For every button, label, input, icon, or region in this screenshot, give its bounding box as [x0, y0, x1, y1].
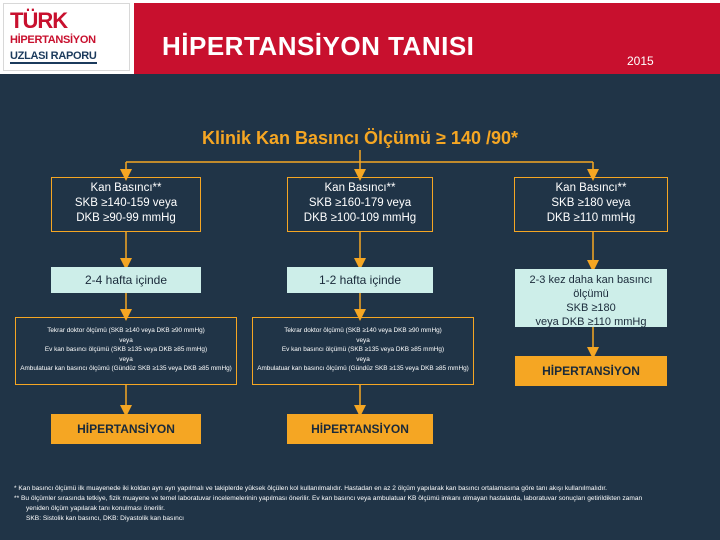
- measurement-line: veya: [356, 355, 370, 363]
- criteria-box-1: [51, 177, 201, 232]
- footnote: ** Bu ölçümler sırasında tetkiye, fizik muayene ve temel laboratuvar incelemelerinin yapılması önerilir. Ev kan basıncı veya ambulatuar KB ölçümü imkanı olmayan hastalarda, laboratuvar sonuçları getirildikten zaman: [14, 495, 643, 502]
- timeframe-line: veya DKB ≥110 mmHg: [535, 316, 647, 328]
- year-label: 2015: [627, 54, 654, 68]
- measurement-line: Ambulatuar kan basıncı ölçümü (Gündüz SKB ≥135 veya DKB ≥85 mmHg): [257, 365, 469, 372]
- measurement-line: Ev kan basıncı ölçümü (SKB ≥135 veya DKB ≥85 mmHg): [281, 346, 445, 353]
- criteria-box-2: [287, 177, 433, 232]
- timeframe-line: 2-3 kez daha kan basıncı ölçümü: [529, 274, 653, 300]
- main-question: Klinik Kan Basıncı Ölçümü ≥ 140 /90*: [202, 128, 518, 148]
- measurement-line: Ev kan basıncı ölçümü (SKB ≥135 veya DKB ≥85 mmHg): [44, 346, 208, 353]
- criteria-line: DKB ≥90-99 mmHg: [76, 212, 176, 224]
- criteria-line: SKB ≥140-159 veya: [74, 197, 178, 209]
- timeframe-box-2: 1-2 hafta içinde: [287, 267, 433, 293]
- result-box-2: HİPERTANSİYON: [287, 414, 433, 444]
- criteria-line: SKB ≥180 veya: [551, 197, 631, 209]
- timeframe-line: SKB ≥180: [566, 302, 616, 314]
- measurement-line: veya: [119, 336, 133, 344]
- footnote: * Kan basıncı ölçümü ilk muayenede iki koldan ayrı ayrı yapılmalı ve takiplerde yüksek ölçülen kol kullanılmalıdır. Hastadan en az 2 ölçüm yapılarak kan basıncı ortalamasına göre tanı akışı kullanılmalıdır.: [14, 485, 608, 492]
- result-box-1: HİPERTANSİYON: [51, 414, 201, 444]
- footnotes: [14, 484, 704, 524]
- footnote: SKB: Sistolik kan basıncı, DKB: Diyastolik kan basıncı: [26, 515, 184, 522]
- measurement-box-1: [15, 317, 237, 385]
- footnote: yeniden ölçüm yapılarak tanı konulması önerilir.: [26, 505, 165, 512]
- criteria-line: DKB ≥100-109 mmHg: [303, 212, 417, 224]
- criteria-line: DKB ≥110 mmHg: [546, 212, 636, 224]
- timeframe-box-3: [515, 269, 667, 327]
- logo-line-3: UZLASI RAPORU: [10, 50, 97, 62]
- criteria-line: Kan Basıncı**: [324, 182, 396, 194]
- measurement-line: Ambulatuar kan basıncı ölçümü (Gündüz SKB ≥135 veya DKB ≥85 mmHg): [20, 365, 232, 372]
- criteria-box-3: [514, 177, 668, 232]
- criteria-line: Kan Basıncı**: [555, 182, 627, 194]
- timeframe-box-1: 2-4 hafta içinde: [51, 267, 201, 293]
- criteria-line: SKB ≥160-179 veya: [308, 197, 412, 209]
- measurement-box-2: [252, 317, 474, 385]
- measurement-line: Tekrar doktor ölçümü (SKB ≥140 veya DKB ≥90 mmHg): [47, 327, 205, 334]
- measurement-line: Tekrar doktor ölçümü (SKB ≥140 veya DKB ≥90 mmHg): [284, 327, 442, 334]
- logo-line-1: TÜRK: [10, 8, 68, 33]
- criteria-line: Kan Basıncı**: [90, 182, 162, 194]
- result-box-3: HİPERTANSİYON: [515, 356, 667, 386]
- page-title: HİPERTANSİYON TANISI: [162, 31, 475, 61]
- measurement-line: veya: [119, 355, 133, 363]
- logo-line-2: HİPERTANSİYON: [10, 34, 96, 46]
- measurement-line: veya: [356, 336, 370, 344]
